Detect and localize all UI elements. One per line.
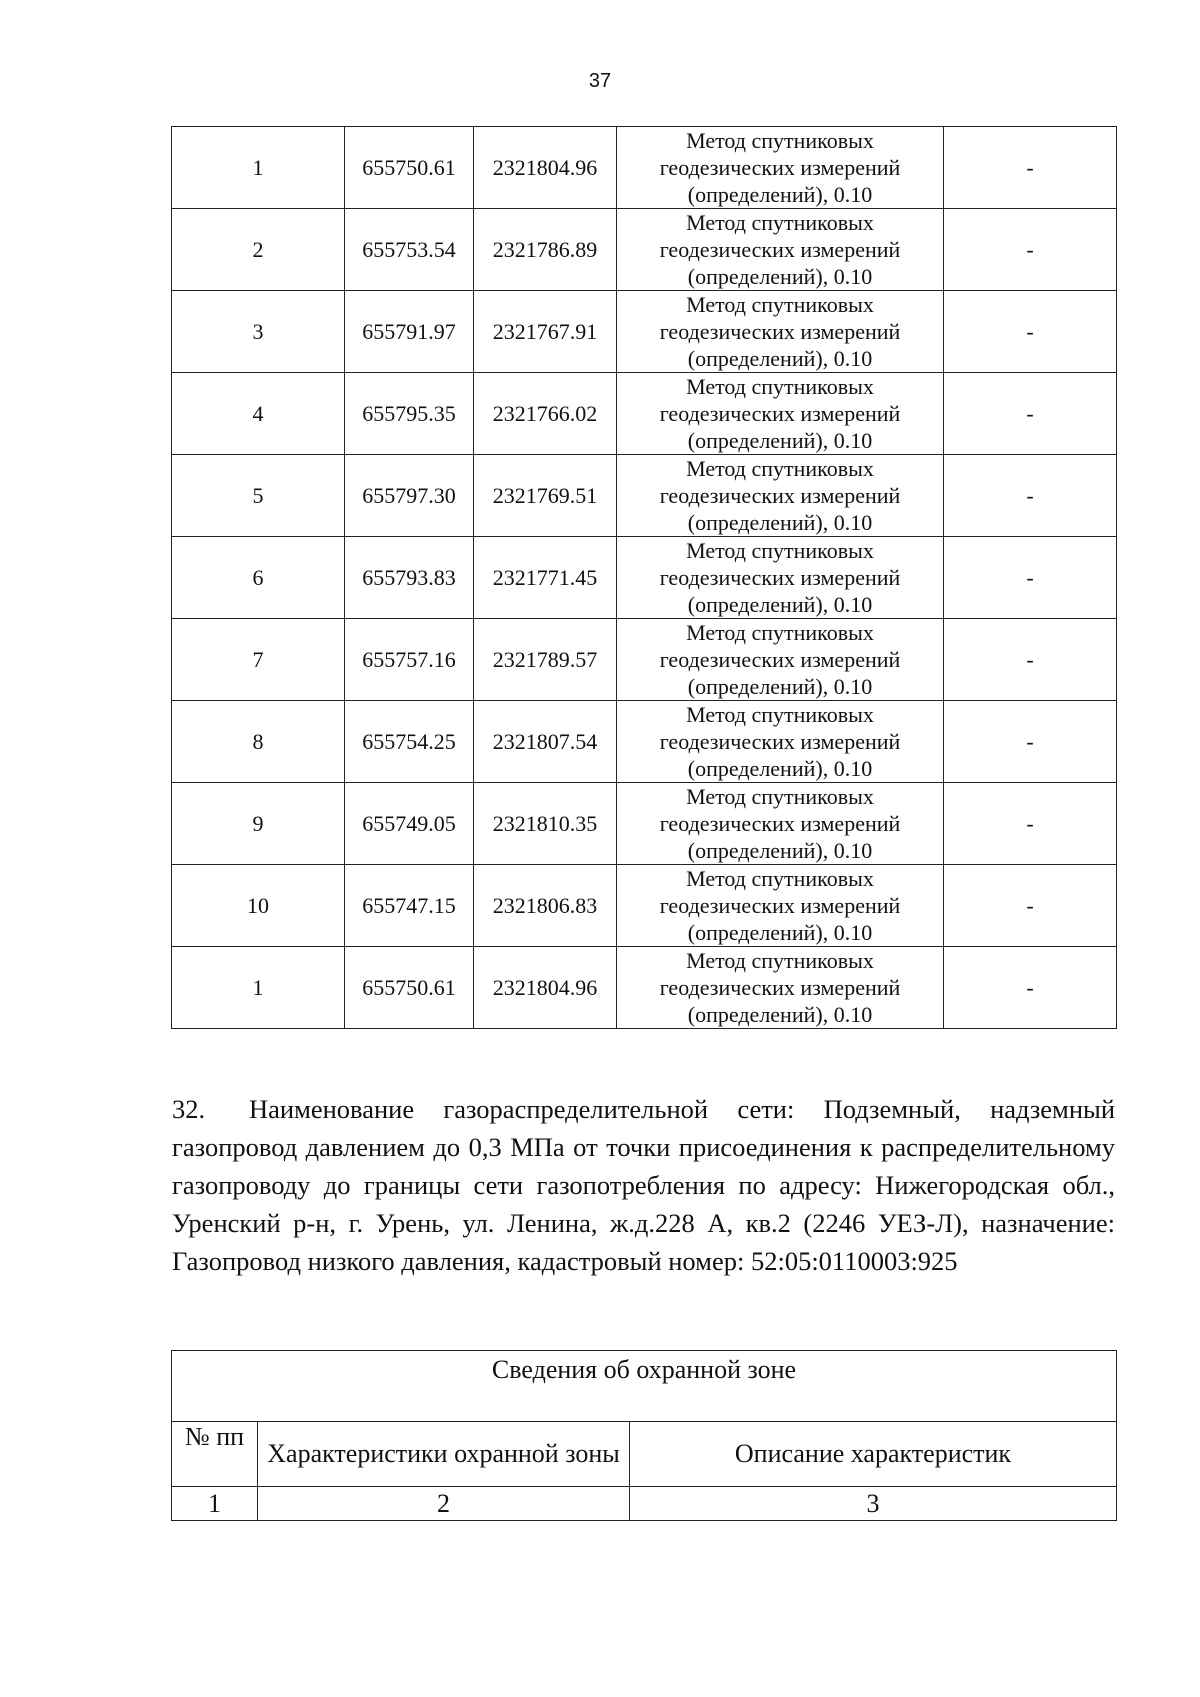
method-cell [617, 619, 944, 701]
section-32-paragraph [172, 1090, 1115, 1280]
method-line: геодезических измерений [659, 401, 901, 426]
note-cell: - [944, 373, 1117, 455]
y-coordinate-cell: 2321771.45 [474, 537, 617, 619]
method-line: (определений), 0.10 [687, 838, 873, 863]
method-line: геодезических измерений [659, 811, 901, 836]
method-line: геодезических измерений [659, 975, 901, 1000]
section-text: Наименование газораспределительной сети: Подземный, надземный газопровод давлением до 0,3 МПа от точки присоединения к распределительному газопроводу до границы сети газопотребления по адресу: Нижегородская обл., Уренский р-н, г. Урень, ул. Ленина, ж.д.228 А, кв.2 (2246 УЕЗ-Л), назначение: Газопровод низкого давления, кадастровый номер: 52:05:0110003:925 [172, 1094, 1115, 1276]
method-line: (определений), 0.10 [687, 1002, 873, 1027]
x-coordinate-cell: 655793.83 [345, 537, 474, 619]
x-coordinate-cell: 655750.61 [345, 947, 474, 1029]
x-coordinate-cell: 655749.05 [345, 783, 474, 865]
y-coordinate-cell: 2321806.83 [474, 865, 617, 947]
method-line: Метод спутниковых [686, 128, 874, 153]
table-row [172, 209, 1117, 291]
method-line: Метод спутниковых [686, 702, 874, 727]
table-row [172, 291, 1117, 373]
point-number-cell: 2 [172, 209, 345, 291]
note-cell: - [944, 537, 1117, 619]
method-line: геодезических измерений [659, 483, 901, 508]
note-cell: - [944, 291, 1117, 373]
method-cell [617, 865, 944, 947]
method-line: геодезических измерений [659, 565, 901, 590]
method-line: геодезических измерений [659, 647, 901, 672]
note-cell: - [944, 619, 1117, 701]
method-cell [617, 701, 944, 783]
y-coordinate-cell: 2321807.54 [474, 701, 617, 783]
y-coordinate-cell: 2321786.89 [474, 209, 617, 291]
zone-col-number-header: № пп [172, 1422, 258, 1487]
coordinates-table [171, 126, 1117, 1029]
zone-col-characteristics-header: Характеристики охранной зоны [258, 1422, 630, 1487]
section-number: 32. [172, 1094, 206, 1124]
y-coordinate-cell: 2321769.51 [474, 455, 617, 537]
method-cell [617, 783, 944, 865]
point-number-cell: 6 [172, 537, 345, 619]
method-line: (определений), 0.10 [687, 592, 873, 617]
method-cell [617, 127, 944, 209]
point-number-cell: 3 [172, 291, 345, 373]
method-line: Метод спутниковых [686, 538, 874, 563]
note-cell: - [944, 209, 1117, 291]
method-line: (определений), 0.10 [687, 756, 873, 781]
method-cell [617, 291, 944, 373]
method-line: Метод спутниковых [686, 456, 874, 481]
table-row [172, 783, 1117, 865]
table-row [172, 947, 1117, 1029]
zone-table-title-row [172, 1351, 1117, 1422]
method-line: Метод спутниковых [686, 948, 874, 973]
protection-zone-table [171, 1350, 1117, 1521]
note-cell: - [944, 783, 1117, 865]
note-cell: - [944, 865, 1117, 947]
table-row [172, 455, 1117, 537]
zone-col-description-index: 3 [630, 1487, 1117, 1521]
zone-col-description-header: Описание характеристик [630, 1422, 1117, 1487]
point-number-cell: 5 [172, 455, 345, 537]
method-cell [617, 947, 944, 1029]
method-line: (определений), 0.10 [687, 346, 873, 371]
method-line: (определений), 0.10 [687, 428, 873, 453]
table-row [172, 127, 1117, 209]
method-line: геодезических измерений [659, 729, 901, 754]
method-line: Метод спутниковых [686, 292, 874, 317]
zone-col-number-index: 1 [172, 1487, 258, 1521]
method-line: геодезических измерений [659, 237, 901, 262]
x-coordinate-cell: 655747.15 [345, 865, 474, 947]
note-cell: - [944, 947, 1117, 1029]
method-line: Метод спутниковых [686, 210, 874, 235]
method-cell [617, 537, 944, 619]
coordinates-table-body [172, 127, 1117, 1029]
y-coordinate-cell: 2321804.96 [474, 947, 617, 1029]
point-number-cell: 8 [172, 701, 345, 783]
method-cell [617, 209, 944, 291]
note-cell: - [944, 127, 1117, 209]
note-cell: - [944, 701, 1117, 783]
method-cell [617, 455, 944, 537]
method-line: Метод спутниковых [686, 784, 874, 809]
y-coordinate-cell: 2321767.91 [474, 291, 617, 373]
method-line: (определений), 0.10 [687, 674, 873, 699]
page-number: 37 [588, 70, 612, 92]
method-line: Метод спутниковых [686, 620, 874, 645]
method-line: геодезических измерений [659, 155, 901, 180]
point-number-cell: 1 [172, 947, 345, 1029]
method-line: Метод спутниковых [686, 866, 874, 891]
note-cell: - [944, 455, 1117, 537]
table-row [172, 701, 1117, 783]
point-number-cell: 7 [172, 619, 345, 701]
table-row [172, 537, 1117, 619]
method-line: (определений), 0.10 [687, 264, 873, 289]
method-line: (определений), 0.10 [687, 920, 873, 945]
table-row [172, 865, 1117, 947]
point-number-cell: 1 [172, 127, 345, 209]
method-line: (определений), 0.10 [687, 182, 873, 207]
zone-table-header-row [172, 1422, 1117, 1487]
y-coordinate-cell: 2321766.02 [474, 373, 617, 455]
y-coordinate-cell: 2321810.35 [474, 783, 617, 865]
method-line: геодезических измерений [659, 893, 901, 918]
x-coordinate-cell: 655797.30 [345, 455, 474, 537]
x-coordinate-cell: 655757.16 [345, 619, 474, 701]
y-coordinate-cell: 2321804.96 [474, 127, 617, 209]
method-line: Метод спутниковых [686, 374, 874, 399]
zone-table-number-row [172, 1487, 1117, 1521]
y-coordinate-cell: 2321789.57 [474, 619, 617, 701]
point-number-cell: 10 [172, 865, 345, 947]
method-cell [617, 373, 944, 455]
table-row [172, 619, 1117, 701]
point-number-cell: 4 [172, 373, 345, 455]
table-row [172, 373, 1117, 455]
x-coordinate-cell: 655795.35 [345, 373, 474, 455]
method-line: (определений), 0.10 [687, 510, 873, 535]
x-coordinate-cell: 655791.97 [345, 291, 474, 373]
x-coordinate-cell: 655754.25 [345, 701, 474, 783]
x-coordinate-cell: 655750.61 [345, 127, 474, 209]
zone-col-characteristics-index: 2 [258, 1487, 630, 1521]
point-number-cell: 9 [172, 783, 345, 865]
x-coordinate-cell: 655753.54 [345, 209, 474, 291]
zone-table-title: Сведения об охранной зоне [172, 1351, 1117, 1422]
method-line: геодезических измерений [659, 319, 901, 344]
